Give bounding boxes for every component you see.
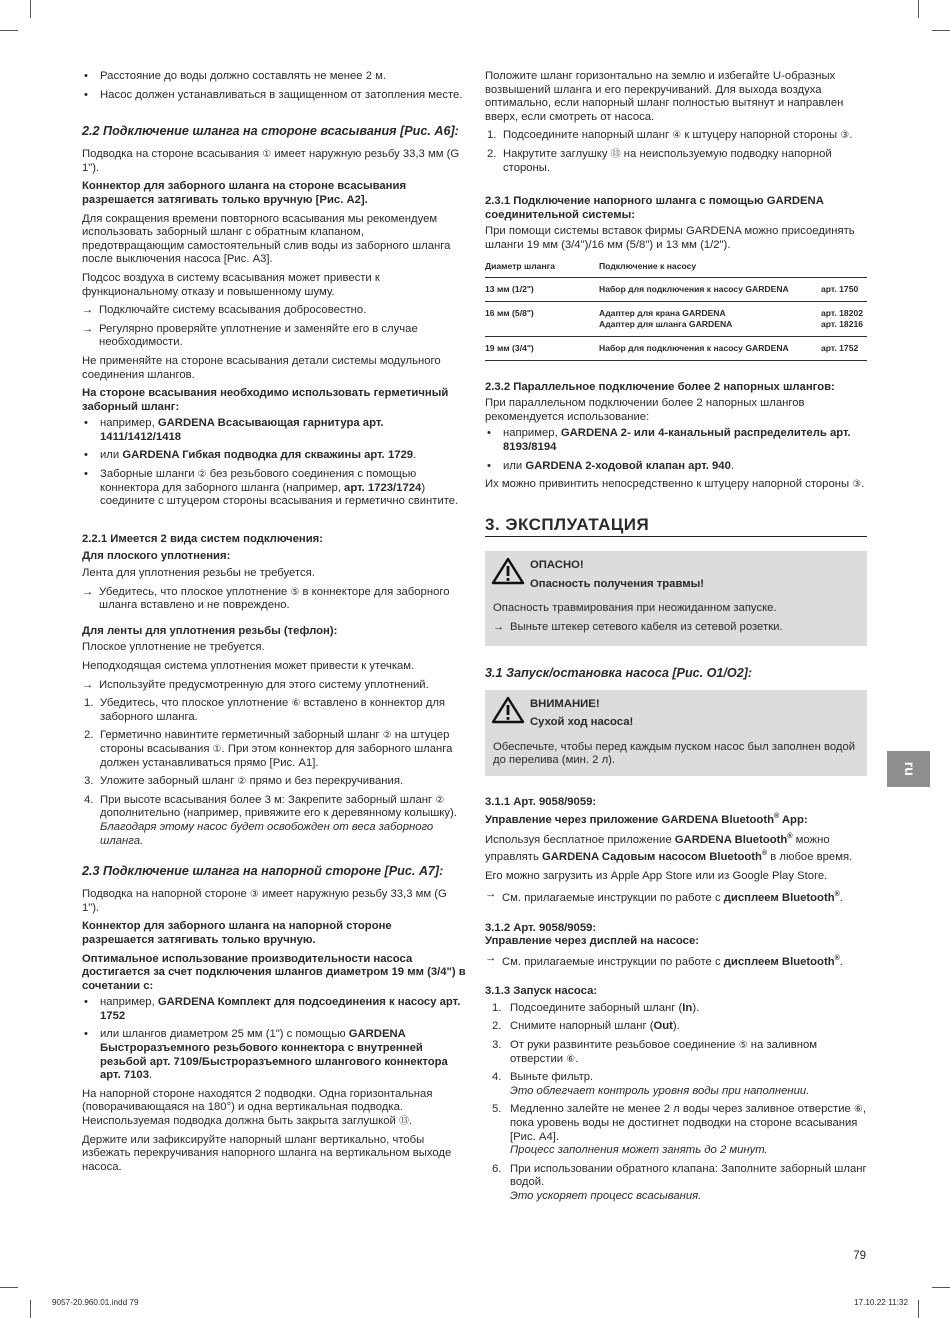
text: в любое время. [767,851,853,864]
step-number: 6. [492,1162,502,1175]
italic-note: Это ускоряет процесс всасывания. [510,1189,702,1202]
bullet-list [485,427,867,473]
list-item [82,697,466,724]
box-titles [530,557,704,596]
list-item [82,89,466,103]
list-item [82,729,466,770]
step-number: 1. [492,1001,502,1014]
callout-number: ⑤ [290,586,300,598]
text: например, [100,996,158,1009]
paragraph: Лента для уплотнения резьбы не требуется. [82,567,315,580]
subheading-flat-seal: Для плоского уплотнения: [82,550,231,563]
list-item [485,1039,867,1066]
text: Уложите заборный шланг [100,775,238,788]
product-name: GARDENA Bluetooth [674,833,788,846]
callout-number: ⑤ [738,1039,748,1051]
list-item-text: Используйте предусмотренную для этого систему уплотнений. [99,678,429,691]
bullet-list [82,417,466,509]
table-cell [821,301,867,336]
right-column [485,70,867,1209]
section-heading-2-2: 2.2 Подключение шланга на стороне всасывания [Рис. A6]: [82,124,459,139]
text: на неиспользуемую подводку напорной стороны. [503,147,832,174]
crop-mark [30,0,31,18]
list-item [485,952,867,969]
footer-timestamp: 17.10.22 11:32 [853,1298,908,1307]
paragraph [82,888,466,915]
text: Заборные шланги [100,468,198,481]
text: App: [779,813,808,826]
text: . [861,478,865,491]
crop-mark [918,0,919,18]
text: При использовании обратного клапана: Заполните заборный шланг водой. [510,1162,867,1189]
product-name: дисплеем Bluetooth [723,955,835,968]
list-item [82,304,466,318]
paragraph: При параллельном подключении более 2 напорных шлангов рекомендуется использование: [485,397,805,423]
cell-line: Адаптер для крана GARDENA [599,307,726,318]
product-name: арт. 1723/1724 [344,481,422,494]
step-number: 4. [492,1071,502,1084]
list-item [82,586,466,613]
table-row [485,301,867,336]
text: дополнительно (например, привяжите его к деревянному колышку). [100,807,457,820]
section-heading-3-1: 3.1 Запуск/остановка насоса [Рис. O1/O2]: [485,665,753,680]
text: имеет наружную резьбу 33,3 мм (G 1"). [82,888,447,914]
callout-number: ⑥ [291,698,301,710]
table-cell: Набор для подключения к насосу GARDENA [599,277,821,301]
arrow-icon: → [493,621,505,634]
product-name: GARDENA Комплект для подсоединения к насосу арт. 1752 [100,996,461,1022]
crop-mark [30,1300,31,1318]
text: вставлено в коннектор для заборного шланга. [100,697,446,723]
list-item [485,1163,867,1204]
registered-mark: ® [774,812,780,820]
list-item [493,621,859,635]
text: или [503,459,526,472]
list-item [485,460,867,474]
arrow-list [485,952,867,969]
product-name: GARDENA Садовым насосом Bluetooth [541,851,762,864]
text: например, [503,427,561,440]
callout-number: ④ [672,130,682,142]
list-item [485,1002,867,1016]
text: . [730,459,735,472]
text: Управление через приложение GARDENA Bluetooth [485,813,774,826]
paragraph: Плоское уплотнение не требуется. [82,641,265,654]
text: Медленно залейте не менее 2 л воды через заливное отверстие [510,1103,854,1116]
step-number: 2. [492,1020,502,1033]
crop-mark [932,1287,950,1288]
text: См. прилагаемые инструкции по работе с [502,892,724,905]
list-item [82,70,466,84]
numbered-list [485,1002,867,1204]
cell-line: арт. 18202 [821,307,864,318]
arrow-icon: → [82,678,94,691]
subsection-heading-3-1-2: 3.1.2 Арт. 9058/9059: [485,921,597,934]
text: или шлангов диаметром 25 мм (1") с помощью [100,1028,349,1041]
table-cell [599,301,821,336]
paragraph: При помощи системы вставок фирмы GARDENA можно присоединять шланги 19 мм (3/4")/16 мм (5/8") и 13 мм (1/2"). [485,225,855,251]
list-item [485,1103,867,1157]
text: . [148,1069,153,1082]
numbered-list [82,697,466,848]
table-cell: 13 мм (1/2") [485,277,599,301]
product-name: GARDENA Гибкая подводка для скважины арт. 1729 [122,449,414,462]
list-item [82,775,466,789]
text: См. прилагаемые инструкции по работе с [502,955,724,968]
step-number: 2. [84,729,94,742]
subsection-heading-3-1-1: 3.1.1 Арт. 9058/9059: [485,796,597,809]
step-number: 4. [84,793,94,806]
paragraph: Обеспечьте, чтобы перед каждым пуском насос был заполнен водой до перелива (мин. 2 л). [493,740,856,767]
subheading-app-control [485,810,867,827]
subheading-display-control: Управление через дисплей на насосе: [485,935,700,948]
subheading-teflon-tape: Для ленты для уплотнения резьбы (тефлон): [82,624,338,637]
italic-note: Это облегчает контроль уровня воды при наполнении. [510,1084,810,1097]
column-header: Диаметр шланга [485,259,599,278]
list-item-text: Выньте штекер сетевого кабеля из сетевой розетки. [510,621,783,634]
crop-mark [0,1287,18,1288]
arrow-list [82,586,466,613]
text: Подсоедините напорный шланг [503,129,673,142]
text: Подводка на напорной стороне [82,888,250,901]
paragraph: Его можно загрузить из Apple App Store или из Google Play Store. [485,869,828,882]
paragraph [485,478,867,492]
text: Выньте фильтр. [510,1071,594,1084]
list-item-text: Расстояние до воды должно составлять не менее 2 м. [100,70,387,82]
paragraph: Неподходящая система уплотнения может привести к утечкам. [82,660,415,672]
table-row [485,336,867,360]
connection-table [485,259,867,361]
list-item [82,417,466,444]
text: или [100,449,123,462]
subsection-heading-2-3-2: 2.3.2 Параллельное подключение более 2 напорных шлангов: [485,380,835,393]
box-header [493,557,859,596]
list-item [485,1071,867,1098]
left-column [82,70,466,1179]
callout-number: ② [435,794,445,806]
text: , пока уровень воды не достигнет подводки на стороне всасывания [Рис. A4]. [510,1103,867,1143]
paragraph: Держите или зафиксируйте напорный шланг вертикально, чтобы избежать перекручивания напорного шланга на вертикальном выходе насоса. [82,1133,452,1173]
text: Используя бесплатное приложение [485,833,675,846]
arrow-list [82,304,466,350]
crop-mark [918,1300,919,1318]
text: прямо и без перекручивания. [246,775,404,788]
callout-number: ③ [852,479,862,491]
paragraph: Положите шланг горизонтально на землю и избегайте U-образных возвышений шланга и его перекручиваний. Для выхода воздуха оптимально, если напорный шланг полностью вытянут и направлен вверх, если смотреть от насоса. [485,70,844,123]
paragraph: Для сокращения времени повторного всасывания мы рекомендуем использовать заборный шланг с обратным клапаном, предотвращающим самостоятельный слив воды из заборного шланга после выключения насоса [Рис. A3]. [82,212,451,266]
language-tab [887,751,930,787]
text: Подводка на стороне всасывания [82,148,263,161]
box-header [493,696,859,735]
registered-mark: ® [787,832,793,840]
arrow-icon: → [82,304,94,317]
list-item [485,427,867,454]
callout-number: ⑬ [399,1116,409,1128]
callout-number: ② [382,730,392,742]
registered-mark: ® [834,891,840,899]
step-number: 1. [487,129,497,142]
table-cell: 19 мм (3/4") [485,336,599,360]
text: Снимите напорный шланг ( [510,1020,654,1033]
arrow-list [493,621,859,635]
text: При высоте всасывания более 3 м: Закрепите заборный шланг [100,793,436,806]
crop-mark [932,30,950,31]
text: Подсоедините заборный шланг ( [510,1001,683,1014]
step-number: 5. [492,1103,502,1116]
step-number: 3. [84,775,94,788]
list-item-text: Регулярно проверяйте уплотнение и заменяйте его в случае необходимости. [99,322,418,349]
italic-note: Процесс заполнения может занять до 2 минут. [510,1144,768,1157]
cell-line: арт. 18216 [821,318,864,329]
arrow-list [82,679,466,693]
language-code: ru [901,762,918,776]
text: можно управлять [485,833,830,864]
subsection-heading-2-3-1: 2.3.1 Подключение напорного шланга с помощью GARDENA соединительной системы: [485,195,824,221]
arrow-icon: → [82,322,94,335]
danger-title: Опасность получения травмы! [530,577,705,590]
caution-label: ВНИМАНИЕ! [530,697,600,710]
text: . [413,449,417,462]
callout-number: ① [212,743,222,755]
numbered-list [485,129,867,175]
bold-paragraph: Оптимальное использование производительности насоса достигается за счет подключения шлангов диаметром 19 мм (3/4") в сочетании с: [82,952,466,992]
text: . [839,955,843,968]
bullet-list [82,70,466,102]
section-heading-2-3: 2.3 Подключение шланга на напорной стороне [Рис. A7]: [82,864,444,879]
product-name: GARDENA Всасывающая гарнитура арт. 1411/1412/1418 [100,417,384,443]
paragraph [485,830,867,865]
box-titles [530,696,633,735]
step-number: 2. [487,147,497,160]
list-item [485,148,867,175]
text: . [839,892,843,905]
table-row [485,277,867,301]
label-in: In [682,1001,693,1014]
text: в коннекторе для заборного шланга вставлено и не повреждено. [99,585,450,612]
bullet-list [82,996,466,1083]
text: Герметично навинтите герметичный заборный шланг [100,729,383,742]
arrow-icon: → [485,951,497,964]
table-header-row [485,259,867,278]
product-name: GARDENA Быстроразъемного резьбового коннектора с внутренней резьбой арт. 7109/Быстроразъемного шлангового коннектора арт. 7103 [100,1028,448,1082]
caution-box [485,690,867,776]
danger-box [485,551,867,645]
paragraph: Не применяйте на стороне всасывания детали системы модульного соединения шлангов. [82,354,441,381]
text: на штуцер стороны всасывания [100,729,450,755]
table-cell: 16 мм (5/8") [485,301,599,336]
text: ). [692,1001,700,1014]
list-item [82,679,466,693]
text: Накрутите заглушку [503,147,611,160]
column-header: Подключение к насосу [599,259,867,278]
list-item [82,996,466,1023]
list-item [82,449,466,463]
list-item [82,468,466,509]
text: . При этом коннектор для заборного шланга должен устанавливаться прямо [Рис. A1]. [100,742,453,769]
list-item-text: Насос должен устанавливаться в защищенном от затопления месте. [100,88,463,101]
product-name: GARDENA 2-ходовой клапан арт. 940 [525,459,731,472]
text: Убедитесь, что плоское уплотнение [99,585,291,598]
text: . [409,1115,413,1128]
list-item [485,888,867,905]
danger-label: ОПАСНО! [530,559,584,572]
arrow-icon: → [485,888,497,901]
bold-paragraph: Коннектор для заборного шланга на напорной стороне разрешается затягивать только вручную. [82,920,392,946]
page-number: 79 [853,1250,866,1262]
paragraph: Опасность травмирования при неожиданном запуске. [493,602,777,615]
warning-triangle-icon [491,557,525,585]
registered-mark: ® [761,850,768,858]
callout-number: ③ [249,889,259,901]
callout-number: ⑥ [566,1053,576,1065]
footer-file-name: 9057-20.960.01.indd 79 [52,1298,139,1307]
subsection-heading-2-2-1: 2.2.1 Имеется 2 вида систем подключения: [82,532,324,545]
text: Убедитесь, что плоское уплотнение [100,697,292,710]
list-item [82,1028,466,1082]
crop-mark [0,30,18,31]
table-cell: арт. 1750 [821,277,867,301]
product-name: GARDENA 2- или 4-канальный распределитель арт. 8193/8194 [503,427,851,453]
text: например, [100,417,158,430]
callout-number: ⑬ [610,148,621,160]
paragraph [82,1088,466,1129]
warning-triangle-icon [491,696,525,724]
text: ) соедините с штуцером стороны всасывания и герметично свинтите. [100,481,459,508]
subsection-heading-3-1-3: 3.1.3 Запуск насоса: [485,985,598,998]
caution-title: Сухой ход насоса! [530,716,634,729]
bold-paragraph: На стороне всасывания необходимо использовать герметичный заборный шланг: [82,387,449,413]
text: . [849,129,853,142]
table-cell: Набор для подключения к насосу GARDENA [599,336,821,360]
list-item [485,1020,867,1034]
label-out: Out [653,1020,673,1033]
text: к штуцеру напорной стороны [681,129,841,142]
text: Их можно привинтить непосредственно к штуцеру напорной стороны [485,478,853,491]
arrow-list [485,888,867,905]
callout-number: ② [197,469,207,481]
text: имеет наружную резьбу 33,3 мм (G 1"). [82,148,460,174]
registered-mark: ® [834,954,840,962]
product-name: дисплеем Bluetooth [723,892,835,905]
list-item [485,129,867,143]
cell-line: Адаптер для шланга GARDENA [599,318,733,329]
step-number: 3. [492,1038,502,1051]
paragraph: Подсос воздуха в систему всасывания может привести к функциональному отказу и повышенному шуму. [82,271,380,298]
text: . [575,1052,579,1065]
callout-number: ② [237,776,247,788]
arrow-icon: → [82,585,94,598]
bold-paragraph: Коннектор для заборного шланга на стороне всасывания разрешается затягивать только вручную [Рис. A2]. [82,180,407,206]
table-cell: арт. 1752 [821,336,867,360]
text: От руки развинтите резьбовое соединение [510,1038,739,1051]
text: на заливном отверстии [510,1038,818,1065]
callout-number: ⑥ [853,1104,863,1116]
list-item [82,794,466,848]
paragraph [82,148,466,175]
chapter-heading-3: 3. ЭКСПЛУАТАЦИЯ [485,518,867,538]
list-item [82,323,466,350]
step-number: 1. [84,697,94,710]
list-item-text: Подключайте систему всасывания добросовестно. [99,304,367,317]
callout-number: ③ [840,130,850,142]
text: На напорной стороне находятся 2 подводки. Одна горизонтальная (поворачивающаяся на 180°) и одна вертикальная подводка. Неиспользуемая подводка должна быть закрыта заглушкой [82,1087,433,1128]
callout-number: ① [262,149,272,161]
text: ). [672,1020,680,1033]
text: без резьбового соединения с помощью коннектора для заборного шланга (например, [100,468,417,494]
italic-note: Благодаря этому насос будет освобожден от веса заборного шланга. [100,820,434,847]
